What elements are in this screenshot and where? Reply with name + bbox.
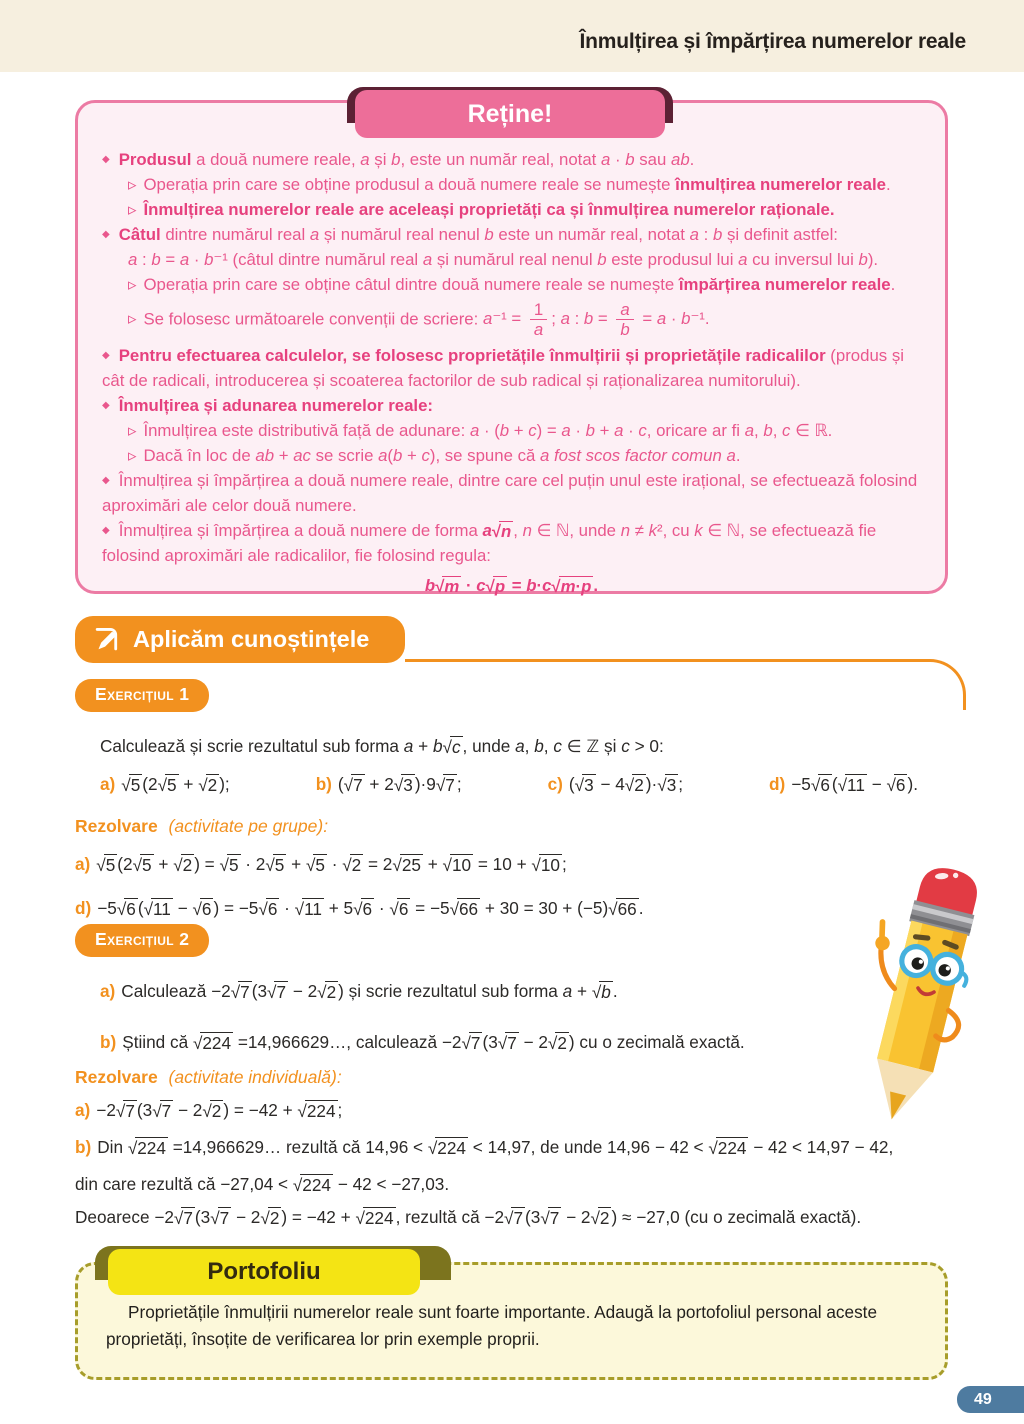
text-line: ▹ Înmulțirea numerelor reale are aceleași proprietăți ca și înmulțirea numerelor raționale.: [128, 200, 835, 219]
exercise-2-block: [75, 978, 960, 1237]
portfolio-title: Portofoliu: [207, 1258, 321, 1285]
exercise-2-question-b: b) Știind că √224 =14,966629…, calculează −2√7 (3√7 − 2√2 ) cu o zecimală exactă.: [100, 1032, 745, 1053]
retine-content: [102, 147, 921, 598]
exercise-1-items: [75, 771, 960, 797]
text-line: ▹ Înmulțirea este distributivă față de adunare: a · (b + c) = a · b + a · c, oricare ar fi a, b, c ∈ ℝ.: [128, 420, 833, 440]
text-line: ◆ Pentru efectuarea calculelor, se folosesc proprietățile înmulțirii și proprietățile radicalilor (produs și cât de radicali, introducerea și scoaterea factorilor de sub radical și raționalizarea numitorului).: [102, 345, 904, 390]
sub-bullet-icon: ▹: [128, 275, 137, 294]
bullet-diamond-icon: ◆: [102, 349, 110, 361]
item-label: d): [769, 774, 786, 794]
exercise-2-badge: Exercițiul 2: [75, 924, 209, 957]
exercise-item: c) (√3 − 4√2 )·√3 ;: [547, 774, 684, 795]
exercise-2-solution-b-line2: din care rezultă că −27,04 < √224 − 42 < −27,03.: [75, 1174, 450, 1195]
text-line: ◆ Înmulțirea și împărțirea a două numere reale, dintre care cel puțin unul este irațional, se efectuează folosind aproximări ale celor două numere.: [102, 470, 918, 515]
item-label: b): [315, 774, 332, 794]
exercise-1-solution-d: d) −5√6 (√11 − √6 ) = −5√6 · √11 + 5√6 · √6 = −5√66 + 30 = 30 + (−5)√66 .: [75, 898, 644, 919]
exercise-item: a) √5 (2√5 + √2 );: [100, 774, 230, 795]
exercise-item: b) (√7 + 2√3 )·9√7 ;: [315, 774, 462, 795]
bullet-diamond-icon: ◆: [102, 474, 110, 486]
apply-section-title: Aplicăm cunoștințele: [133, 626, 370, 652]
portfolio-ribbon: [108, 1249, 420, 1295]
portfolio-text: Proprietățile înmulțirii numerelor reale sunt foarte importante. Adaugă la portofoliul personal aceste proprietăți, însoțite de verificarea lor prin exemple proprii.: [106, 1302, 878, 1349]
text-line: ◆ Produsul a două numere reale, a și b, este un număr real, notat a · b sau ab.: [102, 150, 695, 169]
exercise-1-statement: Calculează și scrie rezultatul sub forma a + b√c , unde a, b, c ∈ ℤ și c > 0:: [100, 736, 664, 757]
text-line: ◆ Înmulțirea și împărțirea a două numere de forma a√n , n ∈ ℕ, unde n ≠ k², cu k ∈ ℕ, se efectuează fie folosind aproximări ale radicalilor, fie folosind regula:: [102, 520, 877, 565]
sub-bullet-icon: ▹: [128, 445, 137, 465]
exercise-1-block: [75, 733, 960, 921]
exercise-2-conclusion: Deoarece −2√7 (3√7 − 2√2 ) = −42 + √224 , rezultă că −2√7 (3√7 − 2√2 ) ≈ −27,0 (cu o zecimală exactă).: [75, 1207, 862, 1228]
exercise-2-solution-b-line1: b) Din √224 =14,966629… rezultă că 14,96 < √224 < 14,97, de unde 14,96 − 42 < √224 − 42 < 14,97 − 42,: [75, 1137, 894, 1158]
exercise-item: d) −5√6 (√11 − √6 ).: [769, 774, 918, 795]
sub-bullet-icon: ▹: [128, 200, 137, 219]
exercise-2-rezolvare: Rezolvare (activitate individuală):: [75, 1067, 342, 1087]
text-line: ▹ Operația prin care se obține câtul dintre două numere reale se numește împărțirea numerelor reale.: [128, 275, 896, 294]
item-label: c): [547, 774, 563, 794]
item-label: a): [100, 774, 116, 794]
text-line: ◆ Înmulțirea și adunarea numerelor reale:: [102, 395, 433, 415]
retine-ribbon: [355, 90, 665, 138]
exercise-2-solution-a: a) −2√7 (3√7 − 2√2 ) = −42 + √224 ;: [75, 1100, 343, 1121]
text-line: ◆ Câtul dintre numărul real a și numărul real nenul b este un număr real, notat a : b și definit astfel:: [102, 225, 838, 244]
text-line: ▹ Operația prin care se obține produsul a două numere reale se numește înmulțirea numerelor reale.: [128, 175, 891, 194]
sub-bullet-icon: ▹: [128, 309, 137, 329]
bullet-diamond-icon: ◆: [102, 154, 110, 165]
exercise-1-badge: Exercițiul 1: [75, 679, 209, 712]
text-line: ▹ Se folosesc următoarele convenții de scriere: a⁻¹ = $\frac{1}{a}$ ; a : b = $\frac{a}{b}$ = a · b⁻¹.: [128, 300, 710, 340]
page-title: Înmulțirea și împărțirea numerelor reale: [579, 30, 966, 53]
page-number-badge: 49: [957, 1386, 1024, 1413]
bullet-diamond-icon: ◆: [102, 524, 110, 536]
exercise-1-rezolvare: Rezolvare (activitate pe grupe):: [75, 816, 329, 836]
sub-bullet-icon: ▹: [128, 420, 137, 440]
text-line: ▹ Dacă în loc de ab + ac se scrie a(b + c), se spune că a fost scos factor comun a.: [128, 445, 741, 465]
section-divider-curve: [405, 659, 966, 710]
text-line: b√m · c√p = b·c√m·p .: [424, 575, 599, 596]
retine-title: Reține!: [467, 100, 553, 128]
header-band: [0, 0, 1024, 72]
pen-nib-icon: [91, 625, 121, 655]
sub-bullet-icon: ▹: [128, 175, 137, 194]
apply-section-tab: [75, 616, 405, 663]
bullet-diamond-icon: ◆: [102, 399, 110, 411]
exercise-1-solution-a: a) √5 (2√5 + √2 ) = √5 · 2√5 + √5 · √2 = 2√25 + √10 = 10 + √10 ;: [75, 854, 567, 875]
exercise-2-question-a: a) Calculează −2√7 (3√7 − 2√2 ) și scrie rezultatul sub forma a + √b .: [100, 981, 618, 1002]
retine-box: [75, 100, 948, 594]
text-line: a : b = a · b⁻¹ (câtul dintre numărul real a și numărul real nenul b este produsul lui a cu inversul lui b).: [128, 250, 879, 269]
bullet-diamond-icon: ◆: [102, 229, 110, 240]
